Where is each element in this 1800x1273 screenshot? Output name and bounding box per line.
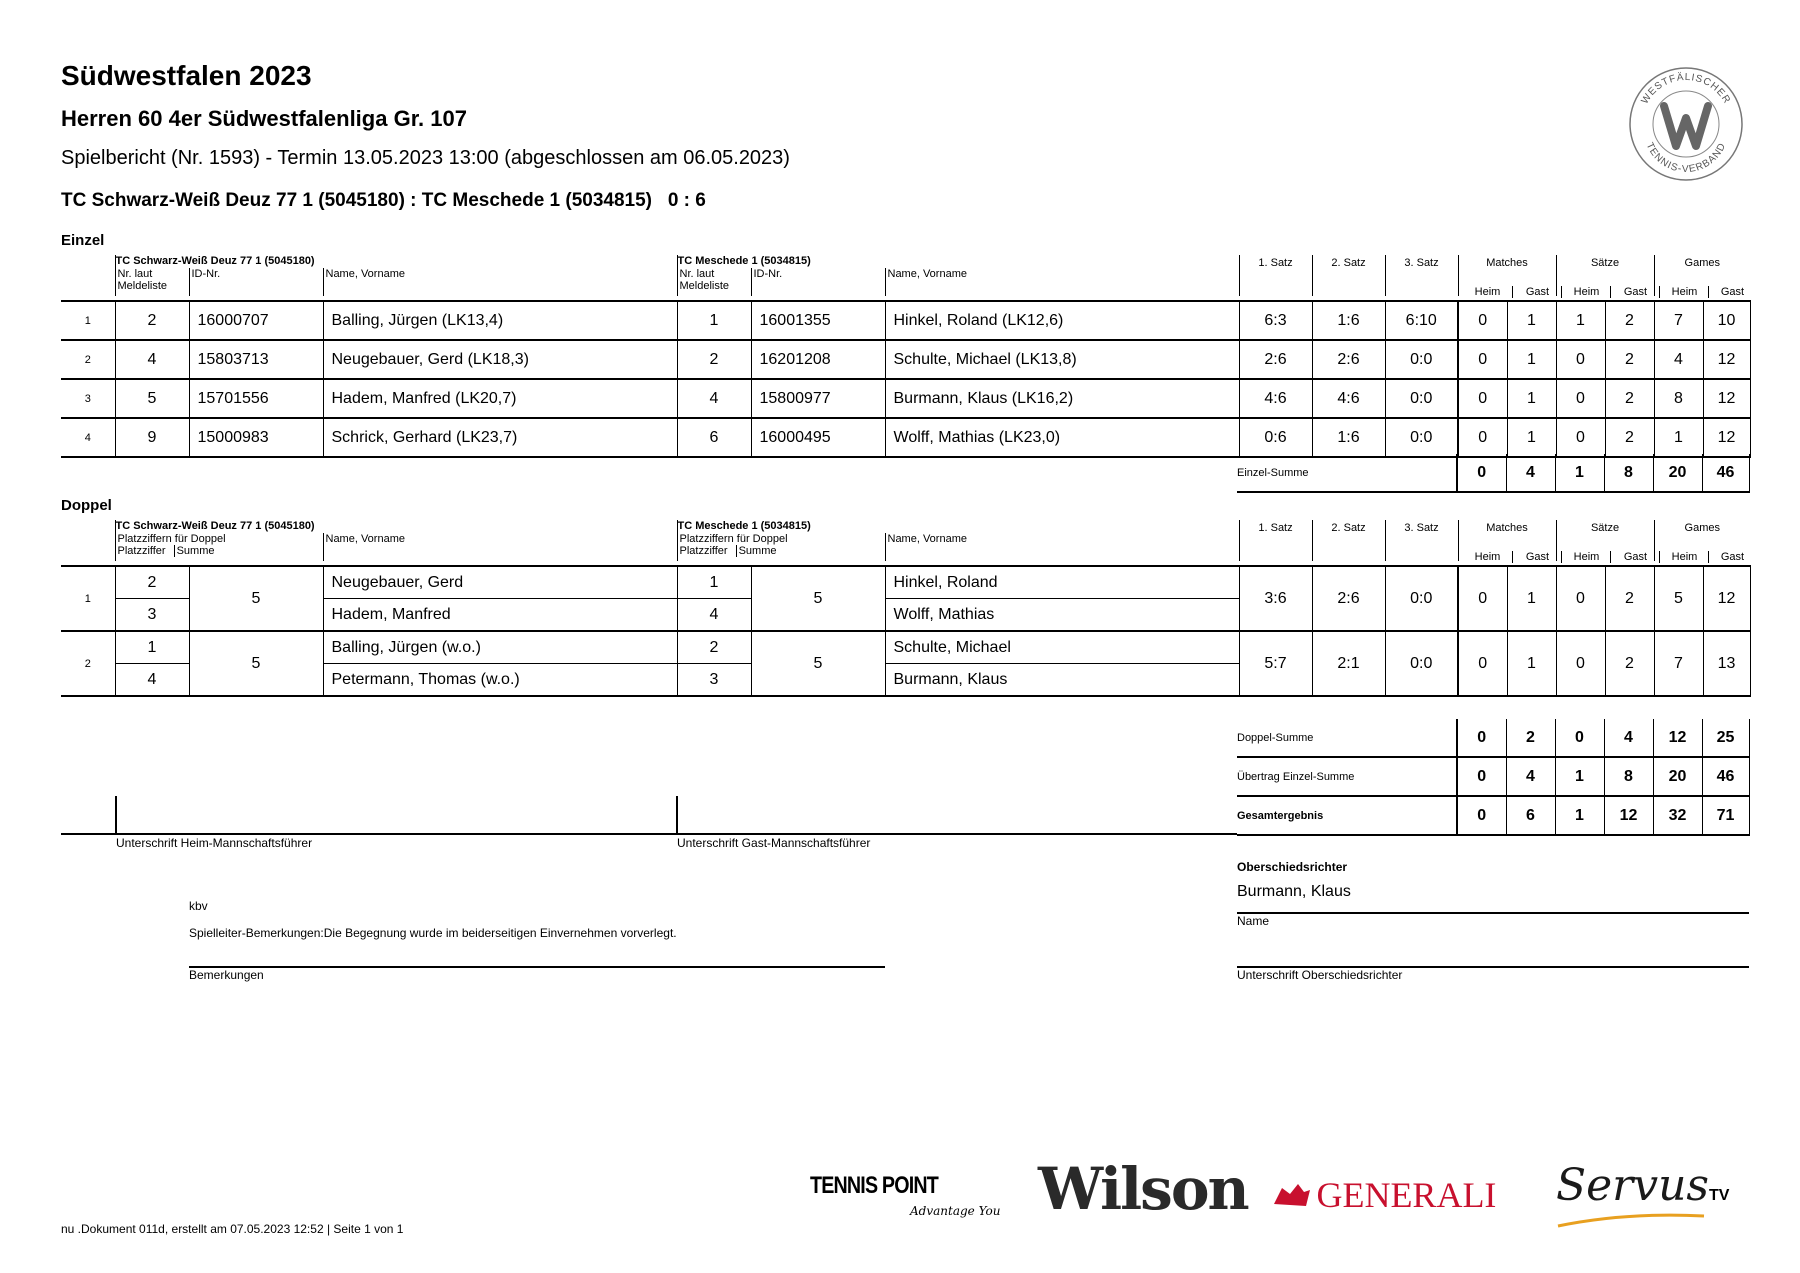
einzel-row — [61, 301, 1750, 340]
guest-position-sum: 5 — [751, 631, 885, 696]
set3-score: 0:0 — [1385, 379, 1458, 418]
referee-signature-label: Unterschrift Oberschiedsrichter — [1237, 968, 1403, 982]
matches-guest: 2 — [1506, 719, 1555, 757]
doppel-number: 1 — [61, 566, 115, 631]
sets-home: 0 — [1556, 340, 1605, 379]
home-id: 16000707 — [189, 301, 323, 340]
games-guest: 10 — [1703, 301, 1750, 340]
set1-score: 6:3 — [1239, 301, 1312, 340]
home-position-2: 4 — [115, 664, 189, 697]
servus-swoosh-icon — [1556, 1210, 1706, 1230]
wtv-logo — [1628, 66, 1744, 182]
games-home: 1 — [1654, 418, 1703, 457]
referee-name: Burmann, Klaus — [1237, 883, 1351, 900]
doppel-home-team: TC Schwarz-Weiß Deuz 77 1 (5045180) — [115, 520, 677, 533]
referee-name-label: Name — [1237, 914, 1270, 928]
doppel-label: Doppel — [61, 497, 112, 514]
svg-text:TENNIS-VERBAND: TENNIS-VERBAND — [1643, 140, 1729, 176]
matches-home: 0 — [1458, 566, 1507, 631]
sets-home: 1 — [1556, 301, 1605, 340]
games-guest: 12 — [1703, 379, 1750, 418]
guest-rank: 4 — [677, 379, 751, 418]
matches-guest: 1 — [1507, 631, 1556, 696]
games-guest: 12 — [1703, 566, 1750, 631]
games-home: 8 — [1654, 379, 1703, 418]
einzel-sum-row: Einzel-Summe 0 4 1 8 20 46 — [1237, 454, 1749, 492]
guest-position-1: 1 — [677, 566, 751, 599]
set2-score: 2:6 — [1312, 566, 1385, 631]
matches-guest: 1 — [1507, 566, 1556, 631]
games-home: 32 — [1653, 796, 1702, 835]
guest-rank: 6 — [677, 418, 751, 457]
guest-player: Schulte, Michael (LK13,8) — [885, 340, 1239, 379]
matches-home: 0 — [1458, 301, 1507, 340]
set3-score: 0:0 — [1385, 566, 1458, 631]
home-position-sum: 5 — [189, 631, 323, 696]
set3-score: 0:0 — [1385, 631, 1458, 696]
footer-text: nu .Dokument 011d, erstellt am 07.05.2023 12:52 | Seite 1 von 1 — [61, 1222, 404, 1236]
guest-player-1: Schulte, Michael — [885, 631, 1239, 664]
guest-id: 16001355 — [751, 301, 885, 340]
report-info: Spielbericht (Nr. 1593) - Termin 13.05.2023 13:00 (abgeschlossen am 06.05.2023) — [61, 147, 790, 169]
tennis-point-wordmark: TENNIS POINT — [810, 1172, 938, 1199]
sum-row — [1237, 719, 1749, 757]
guest-position-sum: 5 — [751, 566, 885, 631]
set3-score: 6:10 — [1385, 301, 1458, 340]
einzel-sum-table — [1237, 454, 1750, 493]
guest-position-2: 4 — [677, 599, 751, 632]
doppel-sum-table — [1237, 719, 1750, 836]
sum-row — [1237, 757, 1749, 796]
sets-home: 0 — [1555, 719, 1604, 757]
remarks-text: Spielleiter-Bemerkungen:Die Begegnung wurde im beiderseitigen Einvernehmen vorverlegt. — [189, 926, 677, 940]
home-player-2: Hadem, Manfred — [323, 599, 677, 632]
guest-position-1: 2 — [677, 631, 751, 664]
guest-position-2: 3 — [677, 664, 751, 697]
einzel-guest-team: TC Meschede 1 (5034815) — [677, 255, 1239, 268]
home-signature-box-left — [115, 796, 117, 834]
sets-home: 0 — [1556, 566, 1605, 631]
einzel-home-team: TC Schwarz-Weiß Deuz 77 1 (5045180) — [115, 255, 677, 268]
wtv-logo-icon — [1628, 66, 1744, 182]
set2-score: 1:6 — [1312, 418, 1385, 457]
doppel-row — [61, 566, 1750, 599]
games-home: 4 — [1654, 340, 1703, 379]
servus-wordmark: Servus — [1556, 1160, 1709, 1211]
matches-home: 0 — [1458, 631, 1507, 696]
sets-guest: 2 — [1605, 340, 1654, 379]
sets-home: 1 — [1555, 757, 1604, 796]
einzel-row — [61, 340, 1750, 379]
home-player: Hadem, Manfred (LK20,7) — [323, 379, 677, 418]
guest-player: Wolff, Mathias (LK23,0) — [885, 418, 1239, 457]
set1-score: 3:6 — [1239, 566, 1312, 631]
matches-home: 0 — [1457, 796, 1506, 835]
set3-score: 0:0 — [1385, 340, 1458, 379]
generali-lion-icon — [1272, 1180, 1312, 1210]
set1-score: 0:6 — [1239, 418, 1312, 457]
sets-guest: 2 — [1605, 418, 1654, 457]
matches-home: 0 — [1458, 379, 1507, 418]
doppel-number: 2 — [61, 631, 115, 696]
guest-id: 16201208 — [751, 340, 885, 379]
home-position-1: 2 — [115, 566, 189, 599]
set2-score: 1:6 — [1312, 301, 1385, 340]
games-guest: 25 — [1702, 719, 1749, 757]
matches-home: 0 — [1458, 418, 1507, 457]
games-guest: 71 — [1702, 796, 1749, 835]
games-guest: 13 — [1703, 631, 1750, 696]
kbv-note: kbv — [189, 899, 208, 913]
remarks-line — [189, 966, 885, 968]
einzel-label: Einzel — [61, 232, 105, 249]
home-id: 15803713 — [189, 340, 323, 379]
sum-label: Übertrag Einzel-Summe — [1237, 757, 1457, 796]
games-guest: 12 — [1703, 418, 1750, 457]
guest-player-1: Hinkel, Roland — [885, 566, 1239, 599]
doppel-header: TC Schwarz-Weiß Deuz 77 1 (5045180) TC Meschede 1 (5034815) 1. Satz 2. Satz 3. Satz Matches Sätze Games Platzziffern für Doppel Platzziffer Summe Name, Vorname Platzziffern für Doppel Platzziffer Summe Name, Vorname — [61, 520, 1750, 561]
guest-player: Burmann, Klaus (LK16,2) — [885, 379, 1239, 418]
tennis-point-logo — [810, 1172, 1001, 1218]
row-number: 4 — [61, 418, 115, 457]
wilson-logo: Wilson — [1038, 1155, 1248, 1223]
set2-score: 2:1 — [1312, 631, 1385, 696]
einzel-header: TC Schwarz-Weiß Deuz 77 1 (5045180) TC Meschede 1 (5034815) 1. Satz 2. Satz 3. Satz Matches Sätze Games Nr. laut Meldeliste ID-Nr. Name, Vorname Nr. laut Meldeliste ID-Nr. Name, Vorname — [61, 255, 1750, 296]
games-home: 7 — [1654, 631, 1703, 696]
guest-signature-label: Unterschrift Gast-Mannschaftsführer — [677, 836, 871, 850]
games-guest: 12 — [1703, 340, 1750, 379]
einzel-table — [61, 300, 1751, 458]
sum-label: Doppel-Summe — [1237, 719, 1457, 757]
matches-guest: 6 — [1506, 796, 1555, 835]
set2-score: 4:6 — [1312, 379, 1385, 418]
games-home: 7 — [1654, 301, 1703, 340]
games-home: 20 — [1653, 757, 1702, 796]
doppel-row — [61, 631, 1750, 664]
remarks-label: Bemerkungen — [189, 968, 264, 982]
home-signature-label: Unterschrift Heim-Mannschaftsführer — [116, 836, 313, 850]
svg-text:WESTFÄLISCHER: WESTFÄLISCHER — [1639, 71, 1733, 107]
set3-score: 0:0 — [1385, 418, 1458, 457]
home-player: Neugebauer, Gerd (LK18,3) — [323, 340, 677, 379]
home-position-2: 3 — [115, 599, 189, 632]
sets-guest: 12 — [1604, 796, 1653, 835]
sum-row — [1237, 796, 1749, 835]
matches-guest: 1 — [1507, 301, 1556, 340]
sets-home: 1 — [1555, 796, 1604, 835]
generali-wordmark: GENERALI — [1316, 1175, 1497, 1215]
set1-score: 4:6 — [1239, 379, 1312, 418]
sets-guest: 2 — [1605, 566, 1654, 631]
games-guest: 46 — [1702, 757, 1749, 796]
home-player: Balling, Jürgen (LK13,4) — [323, 301, 677, 340]
einzel-row — [61, 379, 1750, 418]
matches-home: 0 — [1457, 719, 1506, 757]
einzel-row — [61, 418, 1750, 457]
home-player-2: Petermann, Thomas (w.o.) — [323, 664, 677, 697]
matches-guest: 1 — [1507, 379, 1556, 418]
home-rank: 2 — [115, 301, 189, 340]
guest-signature-box-left — [676, 796, 678, 834]
tennis-point-tagline: Advantage You — [910, 1204, 1001, 1218]
row-number: 3 — [61, 379, 115, 418]
doppel-guest-team: TC Meschede 1 (5034815) — [677, 520, 1239, 533]
set1-score: 5:7 — [1239, 631, 1312, 696]
row-number: 1 — [61, 301, 115, 340]
games-home: 5 — [1654, 566, 1703, 631]
servus-tv-logo — [1556, 1160, 1729, 1211]
sum-label: Gesamtergebnis — [1237, 796, 1457, 835]
home-player: Schrick, Gerhard (LK23,7) — [323, 418, 677, 457]
guest-player-2: Burmann, Klaus — [885, 664, 1239, 697]
generali-logo — [1272, 1174, 1496, 1216]
page-title: Südwestfalen 2023 — [61, 60, 312, 91]
home-rank: 9 — [115, 418, 189, 457]
home-rank: 4 — [115, 340, 189, 379]
signature-line — [61, 833, 1237, 835]
matches-home: 0 — [1457, 757, 1506, 796]
matchup-result: TC Schwarz-Weiß Deuz 77 1 (5045180) : TC Meschede 1 (5034815) 0 : 6 — [61, 190, 706, 211]
set2-score: 2:6 — [1312, 340, 1385, 379]
home-id: 15000983 — [189, 418, 323, 457]
sets-home: 0 — [1556, 418, 1605, 457]
matches-guest: 4 — [1506, 757, 1555, 796]
row-number: 2 — [61, 340, 115, 379]
guest-player-2: Wolff, Mathias — [885, 599, 1239, 632]
referee-title: Oberschiedsrichter — [1237, 860, 1348, 874]
sets-guest: 4 — [1604, 719, 1653, 757]
home-position-sum: 5 — [189, 566, 323, 631]
games-home: 12 — [1653, 719, 1702, 757]
league-name: Herren 60 4er Südwestfalenliga Gr. 107 — [61, 106, 467, 131]
guest-rank: 2 — [677, 340, 751, 379]
sets-guest: 2 — [1605, 379, 1654, 418]
sets-guest: 2 — [1605, 631, 1654, 696]
home-id: 15701556 — [189, 379, 323, 418]
referee-name-line — [1237, 912, 1749, 914]
matches-guest: 1 — [1507, 340, 1556, 379]
home-position-1: 1 — [115, 631, 189, 664]
sets-guest: 8 — [1604, 757, 1653, 796]
guest-rank: 1 — [677, 301, 751, 340]
matches-home: 0 — [1458, 340, 1507, 379]
sets-home: 0 — [1556, 379, 1605, 418]
servus-tv-mark: TV — [1709, 1187, 1730, 1204]
home-rank: 5 — [115, 379, 189, 418]
matches-guest: 1 — [1507, 418, 1556, 457]
home-player-1: Balling, Jürgen (w.o.) — [323, 631, 677, 664]
guest-id: 15800977 — [751, 379, 885, 418]
sets-guest: 2 — [1605, 301, 1654, 340]
set1-score: 2:6 — [1239, 340, 1312, 379]
guest-player: Hinkel, Roland (LK12,6) — [885, 301, 1239, 340]
doppel-table — [61, 565, 1751, 697]
sets-home: 0 — [1556, 631, 1605, 696]
guest-id: 16000495 — [751, 418, 885, 457]
home-player-1: Neugebauer, Gerd — [323, 566, 677, 599]
